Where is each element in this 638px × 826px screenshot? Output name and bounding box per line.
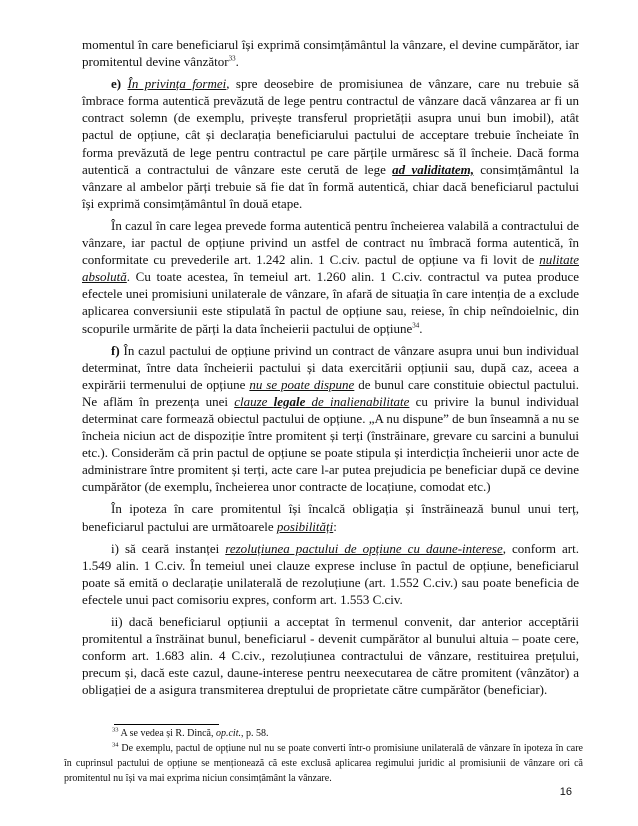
section-title-form: În privința formei — [127, 76, 227, 92]
paragraph-continuation — [82, 36, 579, 70]
text-run: . — [419, 320, 423, 336]
paragraph-f-inalienability — [82, 342, 579, 496]
text-run: , spre deosebire de promisiunea de vânzare, care nu trebuie să îmbrace forma autentică prevăzută de lege pentru contractul de vânzare dacă vânzarea ar fi un contract solemn (de exemplu, privește transferul proprietății asupra unui bun imobil), atât pactul de opțiune, cât și declarația beneficiarului pactului de acceptare trebuie încheiate în forma prevăzută de lege pentru contractul pe care părțile urmăresc să îl încheie. Dacă forma autentică a contractului de vânzare este cerută de lege — [82, 76, 580, 177]
paragraph-hypothesis — [82, 500, 579, 534]
paragraph-option-i — [82, 540, 579, 608]
footnote-ref-34: 34 — [412, 321, 420, 330]
footnotes — [64, 726, 583, 786]
paragraph-e-form — [82, 75, 579, 212]
text-run: În ipoteza în care promitentul își încalcă obligația și înstrăinează bunul unui terț, beneficiarul pactului are următoarele — [82, 501, 579, 534]
text-run: În cazul în care legea prevede forma autentică pentru încheierea valabilă a contractului de vânzare, iar pactul de opțiune privind un astfel de contract nu îmbracă forma autentică, în conformitate cu prevederile art. 1.242 alin. 1 C.civ. pactul de opțiune va fi lovit de — [82, 217, 579, 268]
footnote-number: 34 — [112, 741, 119, 749]
emphasis-rezolutiunea: rezoluțiunea pactului de opțiune cu daune-interese — [225, 540, 503, 556]
text-run: , p. 58. — [240, 728, 269, 739]
paragraph-authentic-form — [82, 217, 579, 337]
emphasis-nulitate: nulitate absolută — [82, 252, 579, 285]
text-run: : — [333, 518, 337, 534]
emphasis-ad-validitatem: ad validitatem, — [392, 161, 474, 177]
emphasis-posibilitati: posibilități — [276, 518, 334, 534]
emphasis-clauze: clauze — [234, 393, 274, 409]
paragraph-option-ii — [82, 613, 579, 698]
text-run: cu privire la bunul individual determinat care formează obiectul pactului de opțiune. „A nu dispune” de bun înseamnă a nu se încheia niciun act de dispoziție între promitent și terți (înstrăinare, grevare cu sarcini a bunului etc.). Considerăm că prin pactul de opțiune se poate stipula și interdicția încheierii unor acte de administrare între promitent și terți, acte care l-ar putea prejudicia pe beneficiar după ce devine cumpărător (de exemplu, încheierea unor contracte de locațiune, comodat etc.) — [82, 393, 579, 495]
emphasis-inalienabilitate: de inalienabilitate — [305, 393, 410, 409]
text-run: . — [235, 54, 239, 70]
footnote-34 — [64, 741, 583, 786]
text-run: ii) dacă beneficiarul opțiunii a acceptat în termenul convenit, dar anterior acceptării promitentul a înstrăinat bunul, beneficiarul - devenit cumpărător al bunului altuia – poate cere, conform art. 1.683 alin. 4 C.civ., rezoluțiunea contractului de vânzare, restituirea prețului, precum și, dacă este cazul, daune-interese pentru neexecutarea de către promitent (vânzător) a obligației de a asigura transmiterea dreptului de proprietate către cumpărător (beneficiar). — [82, 614, 579, 698]
text-run: i) să ceară instanței — [111, 540, 226, 556]
section-label-e: e) — [111, 76, 122, 92]
footnote-33 — [64, 726, 583, 741]
text-run: În cazul pactului de opțiune privind un contract de vânzare asupra unui bun individual determinat, între data încheierii pactului și data exercitării opțiunii sau, după caz, aceea a expirării termenului de opțiune — [82, 342, 579, 392]
text-run: . Cu toate acestea, în temeiul art. 1.260 alin. 1 C.civ. contractul va putea produce efectele unei promisiuni unilaterale de vânzare, în afară de situația în care intenția de a exclude aplicarea conversiunii este stipulată în pactul de opțiune sau, reiese, în chip neîndoielnic, din scopurile urmărite de părți la data încheierii pactului de opțiune — [82, 269, 579, 336]
text-run: momentul în care beneficiarul își exprimă consimțământul la vânzare, el devine cumpărător, iar promitentul devine vânzător — [82, 37, 579, 70]
section-label-f: f) — [111, 342, 120, 358]
document-body — [82, 36, 579, 698]
page-number: 16 — [559, 786, 572, 798]
text-run: A se vedea și R. Dincă, — [118, 728, 216, 739]
text-run: , conform art. 1.549 alin. 1 C.civ. În temeiul unei clauze exprese incluse în pactul de opțiune, beneficiarul poate să emită o declarație unilaterală de rezoluțiune (art. 1.552 C.civ.) sau poate beneficia de efectele unui pact comisoriu expres, conform art. 1.553 C.civ. — [82, 540, 579, 607]
emphasis-nu-se-poate-dispune: nu se poate dispune — [249, 376, 355, 392]
text-run: De exemplu, pactul de opțiune nul nu se poate converti într-o promisiune unilaterală de vânzare în ipoteza în care în cuprinsul pactului de opțiune se menționează că este exclusă aplicarea regimului juridic al promisiunii de vânzare ori că promitentul nu își va mai exprima niciun consimțământ la vânzare. — [64, 743, 583, 784]
footnote-number: 33 — [112, 726, 119, 734]
footnote-emphasis: op.cit. — [215, 728, 241, 739]
text-run: consimțământul la vânzare al ambelor părți trebuie să fie dat în formă autentică, chiar dacă beneficiarul pactului își exprimă consimțământul în două etape. — [82, 161, 580, 211]
footnote-separator — [114, 724, 219, 725]
footnote-ref-33: 33 — [228, 54, 236, 63]
text-run: de bunul care constituie obiectul pactului. Ne aflăm în prezența unei — [82, 376, 579, 409]
emphasis-legale: legale — [273, 393, 306, 409]
